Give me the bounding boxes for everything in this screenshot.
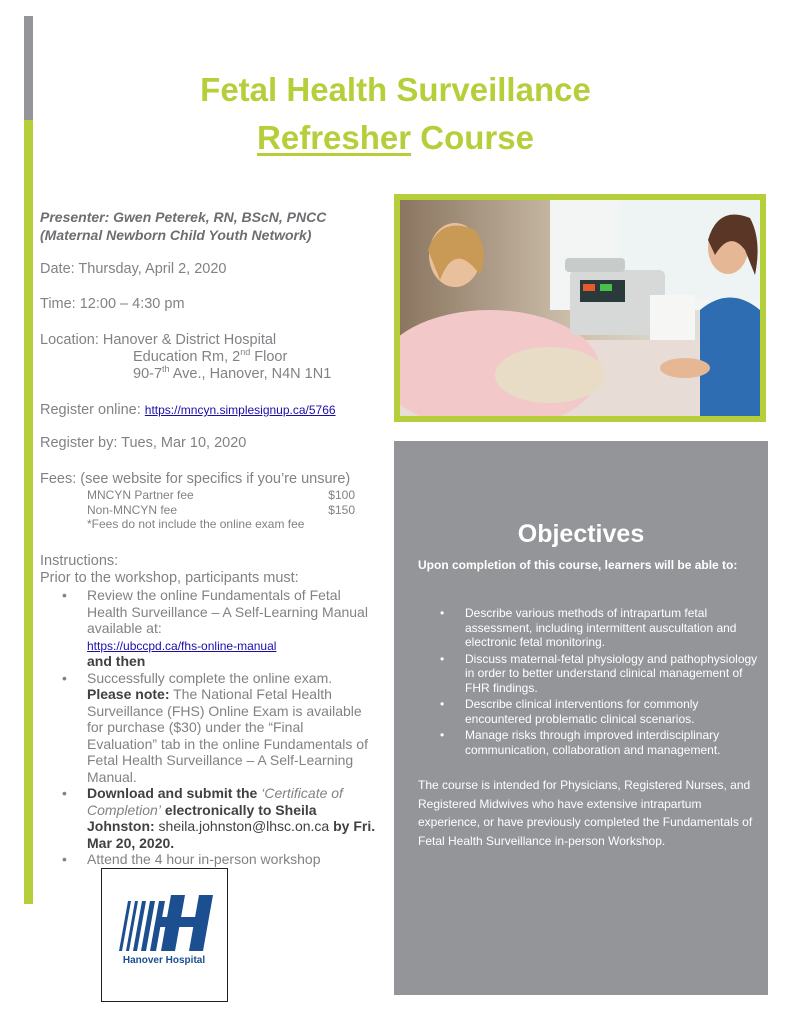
title-line-1: Fetal Health Surveillance — [200, 71, 591, 108]
location-hospital: Location: Hanover & District Hospital — [40, 332, 277, 348]
presenter-name: Presenter: Gwen Peterek, RN, BScN, PNCC — [40, 209, 327, 225]
instructions-intro: Prior to the workshop, participants must: — [40, 570, 299, 586]
objectives-panel — [394, 441, 768, 995]
instructions-list — [40, 587, 390, 868]
location-room: Education Rm, 2nd Floor — [133, 347, 288, 365]
fees-section — [40, 471, 355, 532]
logo-text: Hanover Hospital — [122, 955, 206, 966]
course-date: Date: Thursday, April 2, 2020 — [40, 261, 227, 277]
list-item: • Discuss maternal-fetal physiology and pathophysiology in order to better understand clinical management of FHR findings. — [418, 652, 758, 696]
instructions-heading: Instructions: — [40, 553, 119, 569]
list-item: • Manage risks through improved interdisciplinary communication, collaboration and management. — [418, 728, 758, 757]
sidebar-accent-green — [24, 120, 33, 904]
contact-email: sheila.johnston@lhsc.on.ca — [154, 818, 330, 834]
title-line-2 — [0, 114, 791, 162]
hanover-hospital-logo — [101, 868, 228, 1002]
presenter-network: (Maternal Newborn Child Youth Network) — [40, 227, 312, 243]
fees-list — [40, 488, 355, 532]
course-time: Time: 12:00 – 4:30 pm — [40, 296, 185, 312]
nurse-patient-photo — [400, 200, 760, 416]
list-item: • Successfully complete the online exam. Please note: The National Fetal Health Surveillance (FHS) Online Exam is available for purchase ($30) under the “Final Evaluation” tab in the online Fundamentals of Fetal Health Surveillance – A Self-Learning Manual. — [40, 670, 377, 786]
title-line-2-rest: Course — [411, 119, 534, 156]
register-online — [40, 402, 336, 419]
hospital-h-icon — [117, 893, 213, 951]
fees-note: *Fees do not include the online exam fee — [87, 517, 305, 531]
fee-row: MNCYN Partner fee $100 — [87, 488, 355, 502]
list-item: • Describe clinical interventions for commonly encountered problematic clinical scenarios. — [418, 697, 758, 726]
list-item: • Download and submit the ‘Certificate of Completion’ electronically to Sheila Johnston: sheila.johnston@lhsc.on.ca by Fri. Mar 20, 2020. — [40, 785, 377, 851]
objectives-list — [418, 606, 758, 759]
target-audience: The course is intended for Physicians, Registered Nurses, and Registered Midwives who have extensive intrapartum experience, or have previously completed the Fundamentals of Fetal Health Surveillance in-person Workshop. — [418, 778, 753, 848]
course-location — [40, 332, 331, 383]
presenter — [40, 208, 326, 244]
manual-link[interactable]: https://ubccpd.ca/fhs-online-manual — [87, 638, 277, 653]
fee-row: Non-MNCYN fee $150 — [87, 502, 355, 517]
objectives-intro: Upon completion of this course, learners will be able to: — [418, 558, 738, 572]
register-online-label: Register online: — [40, 402, 145, 418]
title-underlined-word: Refresher — [257, 119, 412, 156]
objectives-title: Objectives — [517, 520, 645, 548]
fees-heading: Fees: (see website for specifics if you’re unsure) — [40, 471, 351, 487]
list-item: • Describe various methods of intrapartum fetal assessment, including intermittent auscultation and electronic fetal monitoring. — [418, 606, 758, 650]
location-street: 90-7th Ave., Hanover, N4N 1N1 — [133, 364, 332, 382]
register-by: Register by: Tues, Mar 10, 2020 — [40, 435, 247, 451]
register-online-link[interactable]: https://mncyn.simplesignup.ca/5766 — [144, 403, 336, 417]
list-item: • Review the online Fundamentals of Fetal Health Surveillance – A Self-Learning Manual available at: https://ubccpd.ca/fhs-online-manual and then — [40, 587, 377, 670]
instructions — [40, 553, 390, 868]
list-item: • Attend the 4 hour in-person workshop — [40, 851, 377, 868]
course-title — [0, 66, 791, 162]
